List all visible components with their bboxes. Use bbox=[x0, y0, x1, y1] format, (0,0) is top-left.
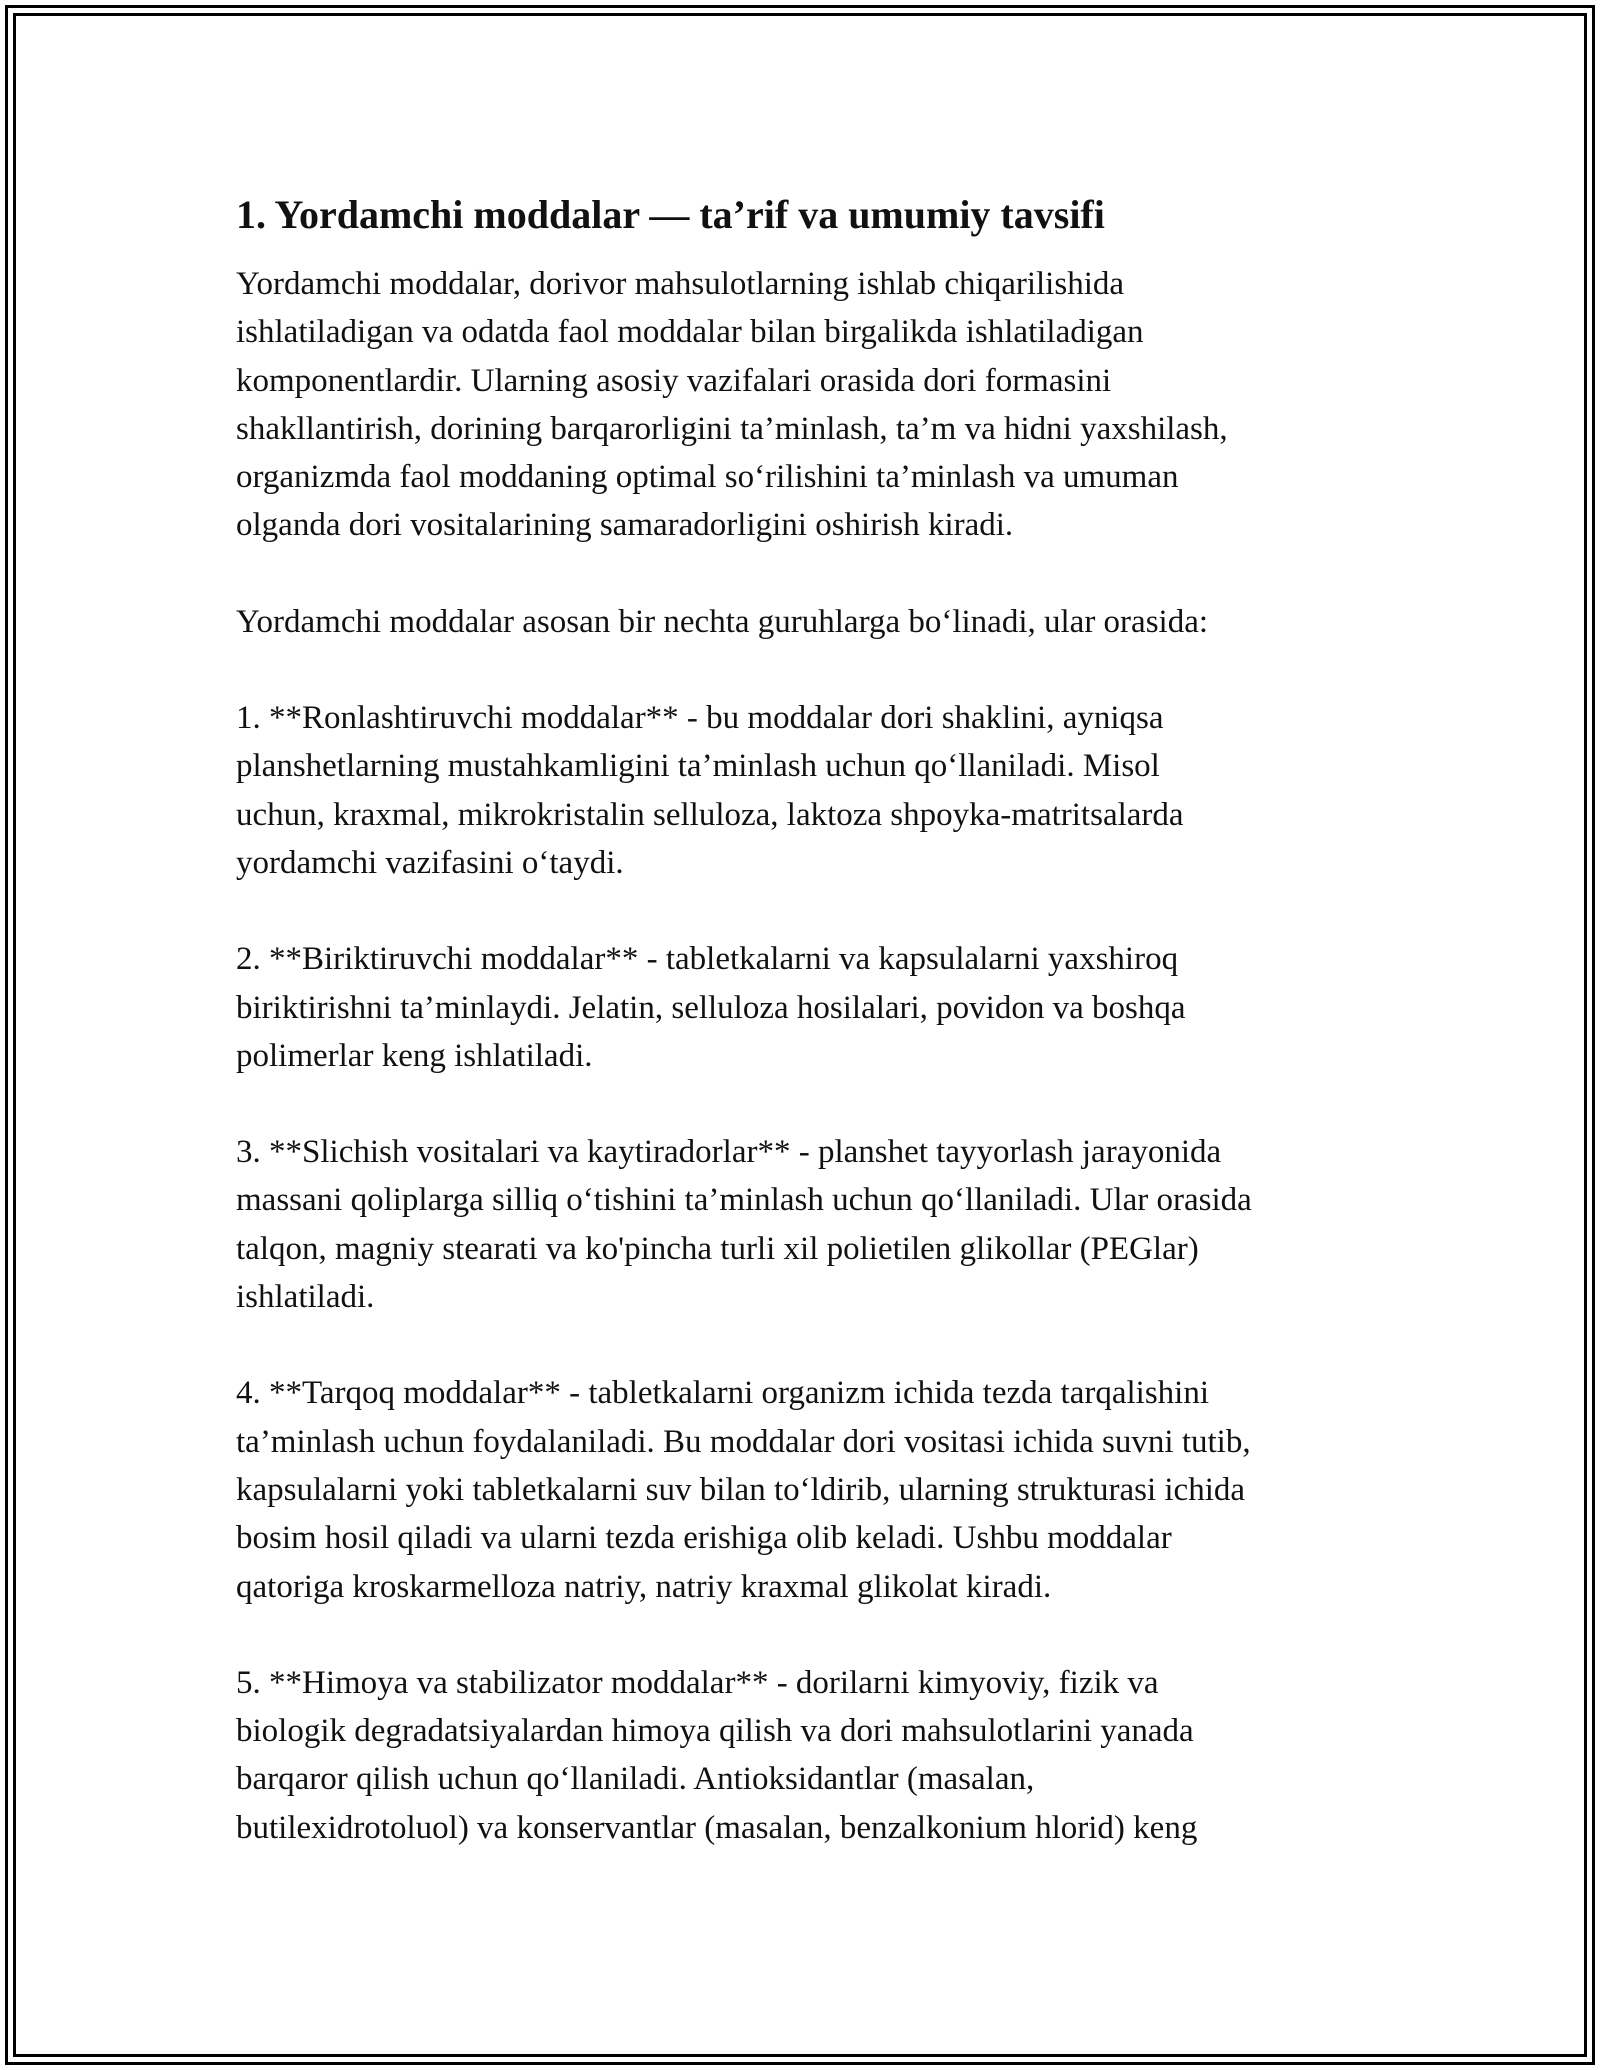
section-heading: 1. Yordamchi moddalar — ta’rif va umumiy tavsifi bbox=[236, 192, 1105, 237]
list-item-fillers: 1. **Ronlashtiruvchi moddalar** - bu moddalar dori shaklini, ayniqsa planshetlarning mustahkamligini ta’minlash uchun qo‘llaniladi. Misol uchun, kraxmal, mikrokristalin selluloza, laktoza shpoyka-matritsalarda yordamchi vazifasini o‘taydi. bbox=[236, 700, 1184, 881]
list-item-stabilizers: 5. **Himoya va stabilizator moddalar** - dorilarni kimyoviy, fizik va biologik degradatsiyalardan himoya qilish va dori mahsulotlarini yanada barqaror qilish uchun qo‘llaniladi. Antioksidantlar (masalan, butilexidrotoluol) va konservantlar (masalan, benzalkonium hlorid) keng bbox=[236, 1664, 1198, 1846]
list-item-binders: 2. **Biriktiruvchi moddalar** - tabletkalarni va kapsulalarni yaxshiroq biriktirishni ta’minlaydi. Jelatin, selluloza hosilalari, povidon va boshqa polimerlar keng ishlatiladi. bbox=[236, 941, 1186, 1074]
list-item-lubricants: 3. **Slichish vositalari va kaytiradorlar** - planshet tayyorlash jarayonida massani qoliplarga silliq o‘tishini ta’minlash uchun qo‘llaniladi. Ular orasida talqon, magniy stearati va ko'pincha turli xil polietilen glikollar (PEGlar) ishlatiladi. bbox=[236, 1134, 1252, 1316]
list-item-disintegrants: 4. **Tarqoq moddalar** - tabletkalarni organizm ichida tezda tarqalishini ta’minlash uchun foydalaniladi. Bu moddalar dori vositasi ichida suvni tutib, kapsulalarni yoki tabletkalarni suv bilan to‘ldirib, ularning strukturasi ichida bosim hosil qiladi va ularni tezda erishiga olib keladi. Ushbu moddalar qatoriga kroskarmelloza natriy, natriy kraxmal glikolat kiradi. bbox=[236, 1375, 1251, 1605]
intro-paragraph: Yordamchi moddalar, dorivor mahsulotlarning ishlab chiqarilishida ishlatiladigan va odatda faol moddalar bilan birgalikda ishlatiladigan komponentlardir. Ularning asosiy vazifalari orasida dori formasini shakllantirish, dorining barqarorligini ta’minlash, ta’m va hidni yaxshilash, organizmda faol moddaning optimal so‘rilishini ta’minlash va umuman olganda dori vositalarining samaradorligini oshirish kiradi. bbox=[236, 266, 1228, 544]
document-body bbox=[236, 186, 1396, 1900]
groups-intro-paragraph: Yordamchi moddalar asosan bir nechta guruhlarga bo‘linadi, ular orasida: bbox=[236, 603, 1209, 640]
